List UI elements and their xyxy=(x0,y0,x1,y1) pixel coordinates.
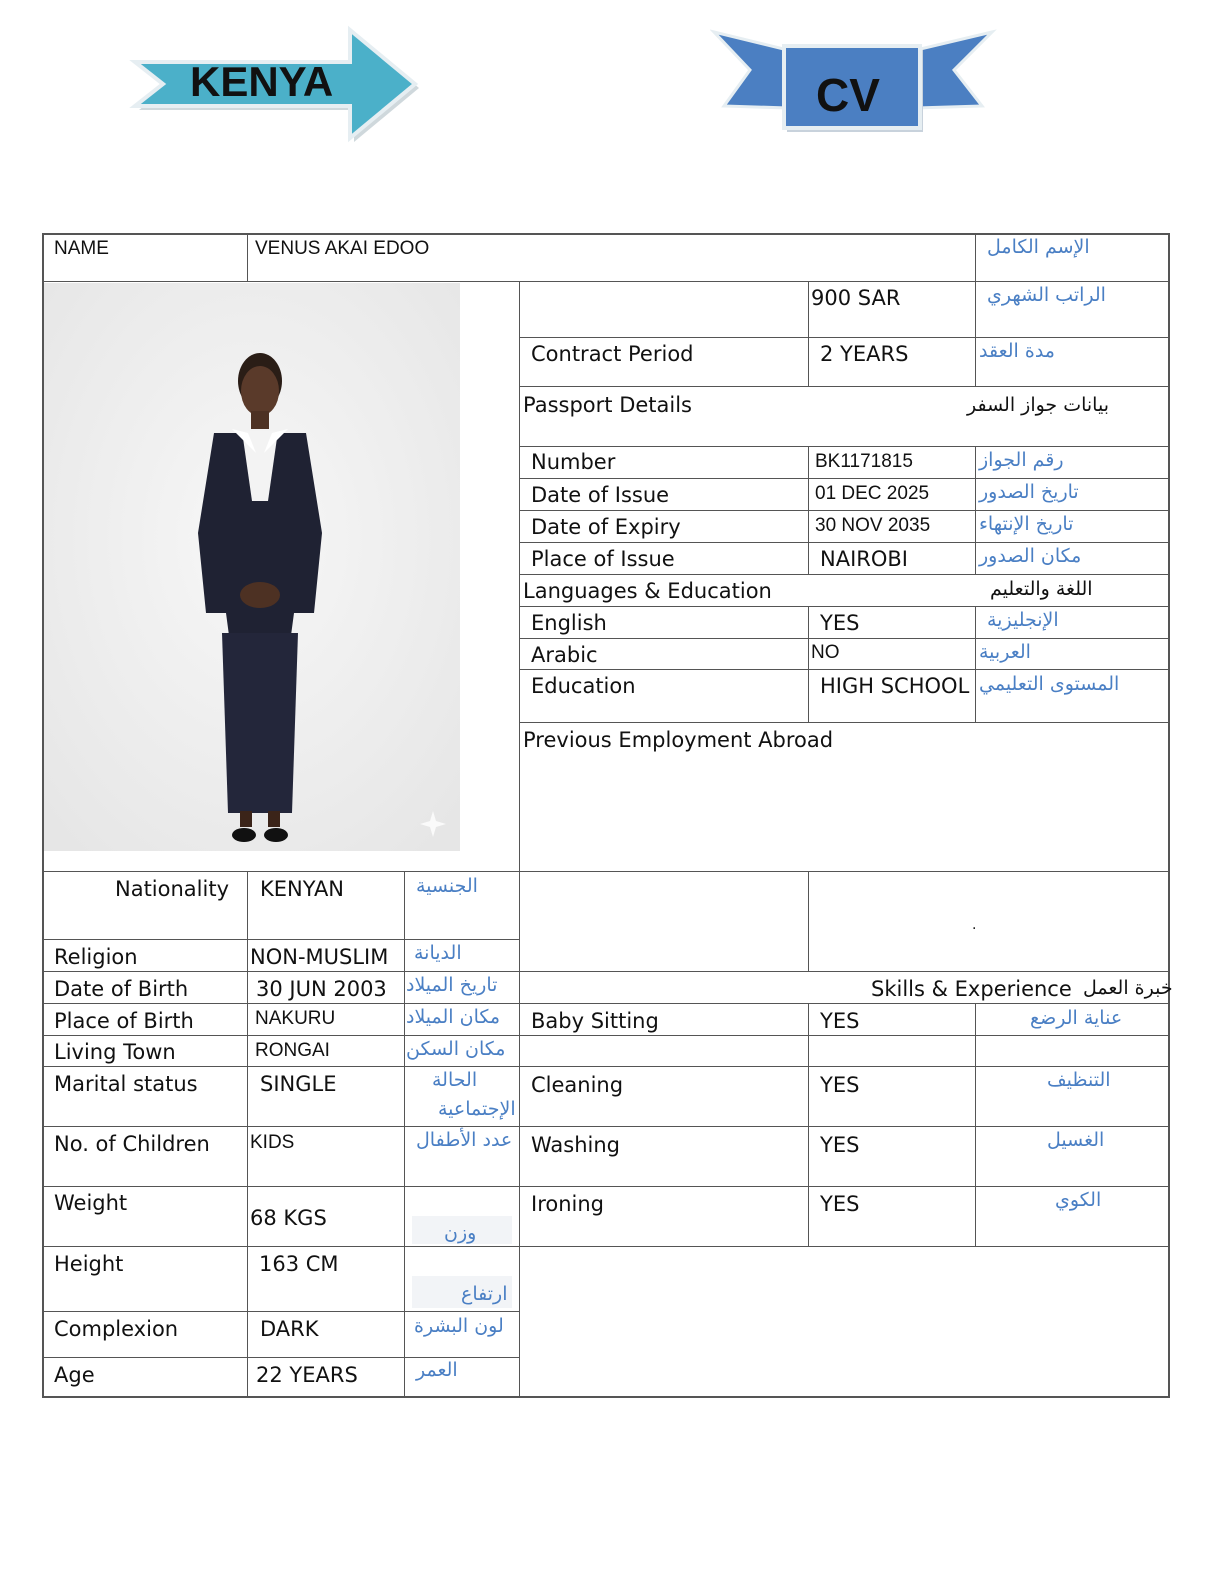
passport-number-value: BK1171815 xyxy=(815,451,913,472)
nationality-value: KENYAN xyxy=(260,877,345,901)
baby-sitting-label-ar: عناية الرضع xyxy=(1030,1007,1123,1029)
skills-heading: Skills & Experience xyxy=(871,977,1072,1001)
date-of-expiry-value: 30 NOV 2035 xyxy=(815,515,931,536)
baby-sitting-value: YES xyxy=(820,1009,860,1033)
religion-value: NON-MUSLIM xyxy=(250,945,389,969)
languages-heading-ar: اللغة والتعليم xyxy=(990,578,1093,600)
age-label-ar: العمر xyxy=(416,1359,458,1381)
religion-label-ar: الديانة xyxy=(414,942,462,964)
education-label-ar: المستوى التعليمي xyxy=(979,673,1120,695)
complexion-value: DARK xyxy=(260,1317,319,1341)
dob-label-ar: تاريخ الميلاد xyxy=(406,974,498,996)
weight-label: Weight xyxy=(54,1191,128,1215)
skills-heading-ar: خبرة العمل xyxy=(1083,977,1173,999)
kenya-title: KENYA xyxy=(190,58,334,105)
washing-label-ar: الغسيل xyxy=(1047,1129,1105,1151)
name-value: VENUS AKAI EDOO xyxy=(255,238,430,259)
age-value: 22 YEARS xyxy=(256,1363,358,1387)
english-label: English xyxy=(531,611,607,635)
contract-label-ar: مدة العقد xyxy=(979,340,1055,362)
children-label-ar: عدد الأطفال xyxy=(416,1129,513,1151)
date-of-issue-label: Date of Issue xyxy=(531,483,670,507)
contract-value: 2 YEARS xyxy=(820,342,909,366)
candidate-photo xyxy=(44,283,460,851)
salary-value: 900 SAR xyxy=(811,286,901,310)
washing-value: YES xyxy=(820,1133,860,1157)
dob-label: Date of Birth xyxy=(54,977,189,1001)
english-value: YES xyxy=(820,611,860,635)
english-label-ar: الإنجليزية xyxy=(987,609,1059,631)
living-town-label: Living Town xyxy=(54,1040,176,1064)
pob-label: Place of Birth xyxy=(54,1009,194,1033)
marital-status-label: Marital status xyxy=(54,1072,198,1096)
place-of-issue-label-ar: مكان الصدور xyxy=(979,545,1082,567)
height-label-ar: ارتفاع xyxy=(461,1283,508,1305)
passport-number-label-ar: رقم الجواز xyxy=(979,449,1064,471)
washing-label: Washing xyxy=(531,1133,621,1157)
religion-label: Religion xyxy=(54,945,138,969)
children-label: No. of Children xyxy=(54,1132,210,1156)
ironing-value: YES xyxy=(820,1192,860,1216)
dob-value: 30 JUN 2003 xyxy=(256,977,387,1001)
date-of-issue-value: 01 DEC 2025 xyxy=(815,483,930,504)
place-of-issue-value: NAIROBI xyxy=(820,547,908,571)
place-of-issue-label: Place of Issue xyxy=(531,547,675,571)
arabic-value: NO xyxy=(811,642,840,663)
ironing-label: Ironing xyxy=(531,1192,604,1216)
marital-status-value: SINGLE xyxy=(260,1072,337,1096)
empty-cell-dot: . xyxy=(972,917,977,933)
weight-label-ar: وزن xyxy=(444,1222,477,1244)
date-of-expiry-label: Date of Expiry xyxy=(531,515,681,539)
complexion-label: Complexion xyxy=(54,1317,179,1341)
weight-value: 68 KGS xyxy=(250,1206,327,1230)
pob-value: NAKURU xyxy=(255,1008,336,1029)
pob-label-ar: مكان الميلاد xyxy=(406,1006,501,1028)
passport-number-label: Number xyxy=(531,450,616,474)
date-of-expiry-label-ar: تاريخ الإنتهاء xyxy=(979,513,1074,535)
date-of-issue-label-ar: تاريخ الصدور xyxy=(979,481,1079,503)
arabic-label: Arabic xyxy=(531,643,598,667)
contract-label: Contract Period xyxy=(531,342,694,366)
languages-heading: Languages & Education xyxy=(523,579,772,603)
cleaning-label: Cleaning xyxy=(531,1073,624,1097)
education-label: Education xyxy=(531,674,636,698)
cv-title: CV xyxy=(816,69,880,121)
marital-status-label-ar-1: الحالة xyxy=(432,1069,478,1091)
nationality-label: Nationality xyxy=(115,877,230,901)
baby-sitting-label: Baby Sitting xyxy=(531,1009,659,1033)
height-value: 163 CM xyxy=(259,1252,339,1276)
children-value: KIDS xyxy=(250,1132,295,1153)
cleaning-value: YES xyxy=(820,1073,860,1097)
name-label: NAME xyxy=(54,238,109,259)
ironing-label-ar: الكوي xyxy=(1055,1189,1102,1211)
education-value: HIGH SCHOOL xyxy=(820,674,970,698)
cleaning-label-ar: التنظيف xyxy=(1047,1069,1111,1091)
marital-status-label-ar-2: الإجتماعية xyxy=(438,1098,516,1120)
passport-heading: Passport Details xyxy=(523,393,692,417)
complexion-label-ar: لون البشرة xyxy=(414,1315,504,1337)
arabic-label-ar: العربية xyxy=(979,641,1031,663)
height-label: Height xyxy=(54,1252,124,1276)
passport-heading-ar: بيانات جواز السفر xyxy=(967,394,1109,416)
living-town-label-ar: مكان السكن xyxy=(406,1038,506,1060)
previous-employment-heading: Previous Employment Abroad xyxy=(523,728,834,752)
age-label: Age xyxy=(54,1363,95,1387)
salary-label-ar: الراتب الشهري xyxy=(987,284,1106,306)
name-label-ar: الإسم الكامل xyxy=(987,236,1090,258)
nationality-label-ar: الجنسية xyxy=(416,875,478,897)
living-town-value: RONGAI xyxy=(255,1040,330,1061)
